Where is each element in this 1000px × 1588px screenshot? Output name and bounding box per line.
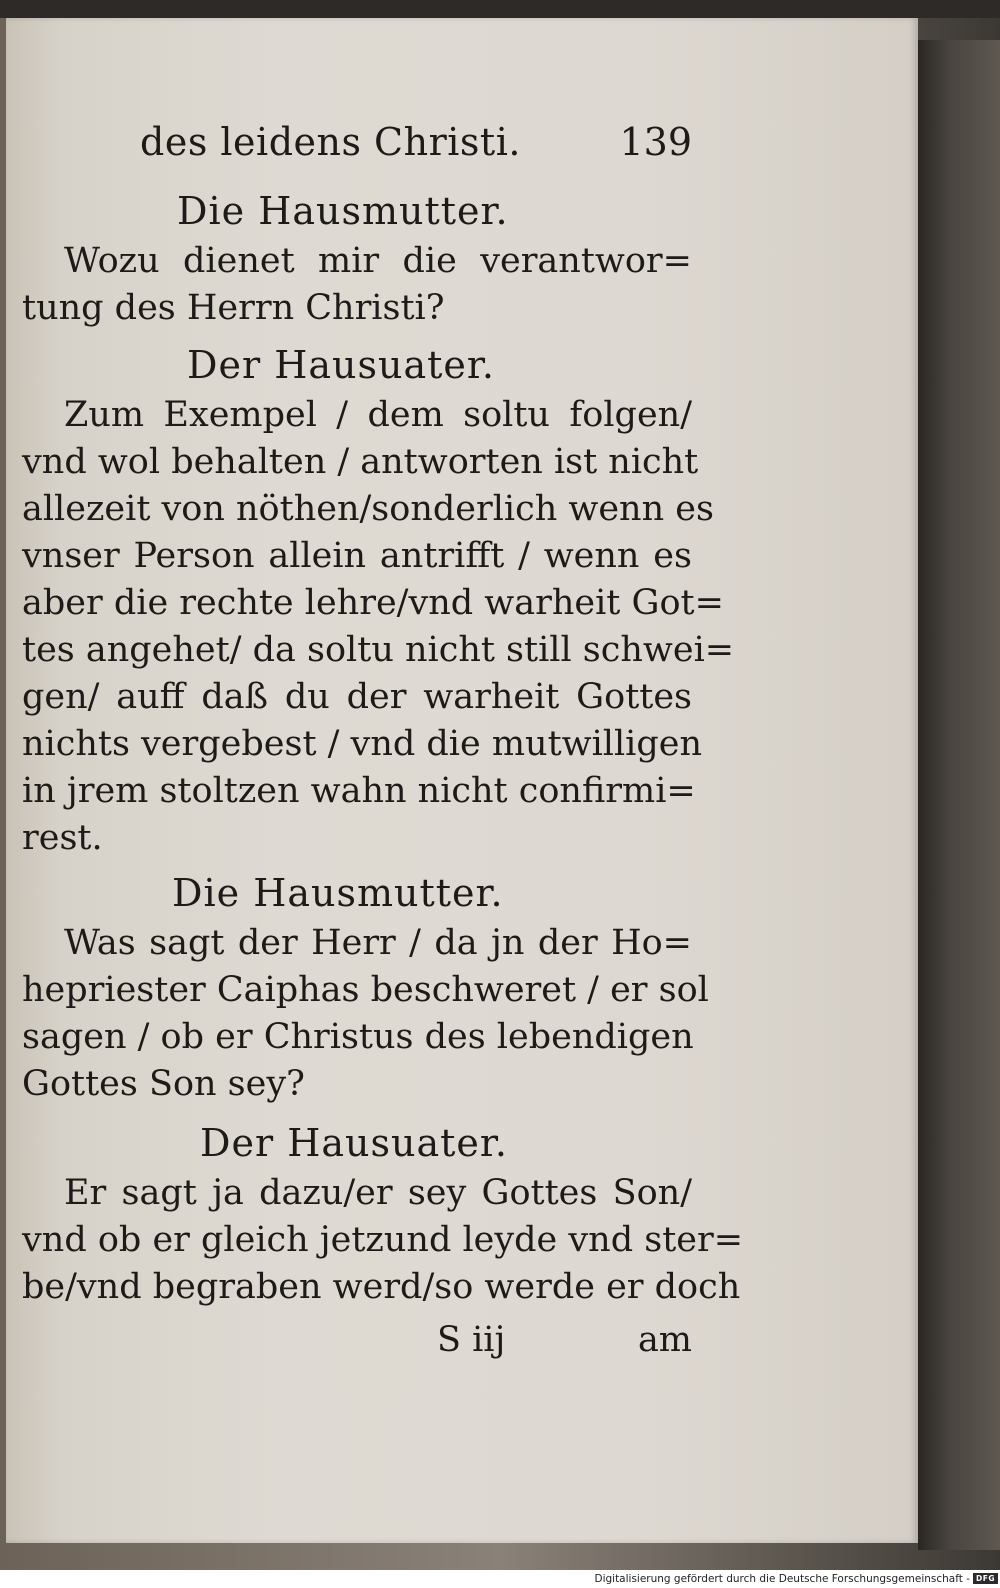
paragraph	[22, 392, 735, 862]
paragraph	[22, 920, 709, 1108]
paragraph	[22, 238, 692, 332]
text-line: allezeit von nöthen/sonderlich wenn es	[22, 489, 714, 529]
text-line: in jrem stoltzen wahn nicht confirmi=	[22, 771, 696, 811]
funding-credit: Digitalisierung gefördert durch die Deutsche Forschungsgemeinschaft -	[594, 1573, 970, 1585]
text-line: Was sagt der Herr / da jn der Ho=	[64, 923, 692, 963]
text-line: Er sagt ja dazu/er sey Gottes Son/	[64, 1173, 692, 1213]
running-title: des leidens Christi.	[140, 120, 521, 164]
catchword: am	[637, 1320, 692, 1360]
text-line: vnser Person allein antrifft / wenn es	[22, 536, 692, 576]
text-line: rest.	[22, 818, 103, 858]
speaker-heading: Die Hausmutter.	[172, 871, 504, 915]
speaker-heading: Der Hausuater.	[200, 1121, 508, 1165]
text-line: Wozu dienet mir die verantwor=	[64, 241, 692, 281]
speaker-heading: Die Hausmutter.	[177, 189, 509, 233]
dfg-logo: DFG	[973, 1573, 998, 1584]
text-line: Gottes Son sey?	[22, 1064, 305, 1104]
speaker-heading: Der Hausuater.	[187, 343, 495, 387]
catchword-line	[22, 1311, 692, 1369]
text-line: gen/ auff daß du der warheit Gottes	[22, 677, 692, 717]
text-line: vnd wol behalten / antworten ist nicht	[22, 442, 699, 482]
page-text	[22, 100, 744, 1369]
text-line: hepriester Caiphas beschweret / er sol	[22, 970, 709, 1010]
text-line: tes angehet/ da soltu nicht still schwei=	[22, 630, 735, 670]
text-line: tung des Herrn Christi?	[22, 288, 445, 328]
text-line: vnd ob er gleich jetzund leyde vnd ster=	[22, 1220, 744, 1260]
page-number: 139	[619, 120, 692, 164]
text-line: nichts vergebest / vnd die mutwilligen	[22, 724, 703, 764]
text-line: sagen / ob er Christus des lebendigen	[22, 1017, 694, 1057]
footer-bar	[0, 1570, 1000, 1588]
text-line: aber die rechte lehre/vnd warheit Got=	[22, 583, 724, 623]
paragraph	[22, 1170, 744, 1311]
text-line: be/vnd begraben werd/so werde er doch	[22, 1267, 741, 1307]
signature-mark: S iij	[437, 1320, 506, 1360]
text-line: Zum Exempel / dem soltu folgen/	[64, 395, 692, 435]
binding-shadow	[918, 40, 1000, 1550]
running-head	[22, 100, 692, 184]
book-top-edge	[0, 0, 1000, 18]
